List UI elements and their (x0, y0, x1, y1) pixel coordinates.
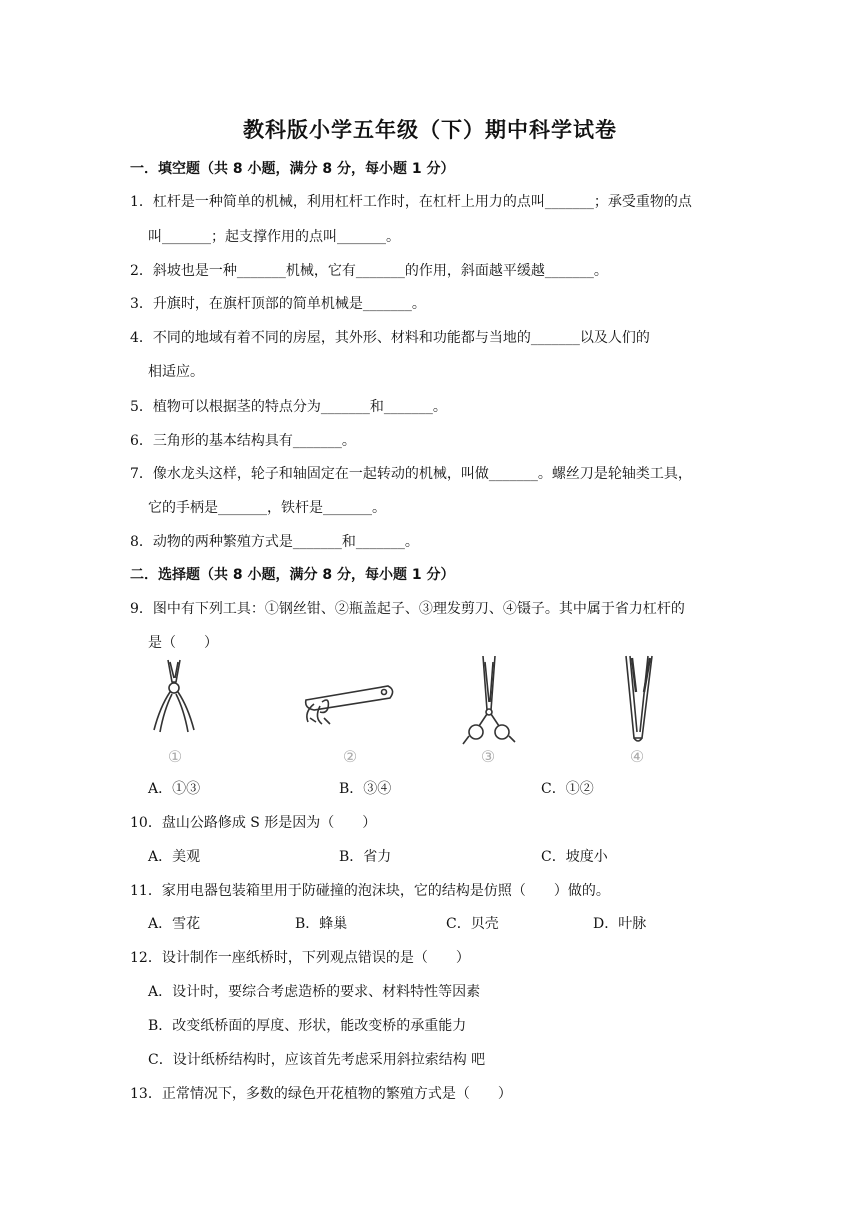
page-title: 教科版小学五年级（下）期中科学试卷 (243, 118, 617, 142)
q9-option-a: A．①③ (148, 781, 201, 797)
question-5: 5．植物可以根据茎的特点分为_______和_______。 (130, 399, 447, 415)
question-10: 10．盘山公路修成 S 形是因为（ ） (130, 815, 377, 831)
question-4-line-2: 相适应。 (148, 364, 204, 380)
question-7-line-2: 它的手柄是_______，铁杆是_______。 (148, 500, 386, 516)
figure-label-2: ② (342, 747, 358, 766)
question-12: 12．设计制作一座纸桥时，下列观点错误的是（ ） (130, 950, 470, 966)
scissors-figure (443, 652, 533, 764)
q11-option-b: B．蜂巢 (295, 916, 348, 932)
question-7-line-1: 7．像水龙头这样，轮子和轴固定在一起转动的机械，叫做_______。螺丝刀是轮轴类工具， (130, 466, 692, 482)
q11-option-d: D．叶脉 (593, 916, 647, 932)
question-6: 6．三角形的基本结构具有_______。 (130, 433, 356, 449)
figure-label-1: ① (167, 747, 183, 766)
q11-option-a: A．雪花 (148, 916, 201, 932)
q9-option-c: C．①② (541, 781, 594, 797)
question-8: 8．动物的两种繁殖方式是_______和_______。 (130, 534, 419, 550)
question-2: 2．斜坡也是一种_______机械，它有_______的作用，斜面越平缓越_______。 (130, 263, 608, 279)
q11-option-c: C．贝壳 (446, 916, 499, 932)
q10-option-a: A．美观 (148, 849, 201, 865)
question-3: 3．升旗时，在旗杆顶部的简单机械是_______。 (130, 296, 426, 312)
pliers-figure (130, 652, 220, 764)
question-9-line-2: 是（ ） (148, 635, 218, 651)
q12-option-b: B．改变纸桥面的厚度、形状，能改变桥的承重能力 (148, 1018, 467, 1034)
q9-option-b: B．③④ (339, 781, 392, 797)
figure-label-3: ③ (480, 747, 496, 766)
question-1-line-2: 叫_______；起支撑作用的点叫_______。 (148, 229, 400, 245)
question-11: 11．家用电器包装箱里用于防碰撞的泡沫块，它的结构是仿照（ ）做的。 (130, 883, 610, 899)
q12-option-c: C．设计纸桥结构时，应该首先考虑采用斜拉索结构 吧 (148, 1052, 486, 1068)
tweezers-figure (592, 652, 682, 764)
q10-option-b: B．省力 (339, 849, 392, 865)
question-1-line-1: 1．杠杆是一种简单的机械，利用杠杆工作时，在杠杆上用力的点叫_______；承受重物的点 (130, 194, 692, 210)
q12-option-a: A．设计时，要综合考虑造桥的要求、材料特性等因素 (148, 984, 481, 1000)
question-4-line-1: 4．不同的地域有着不同的房屋，其外形、材料和功能都与当地的_______以及人们的 (130, 330, 650, 346)
question-9-line-1: 9．图中有下列工具：①钢丝钳、②瓶盖起子、③理发剪刀、④镊子。其中属于省力杠杆的 (130, 601, 685, 617)
section-fill-blank: 一．填空题（共 8 小题，满分 8 分，每小题 1 分） (130, 161, 455, 177)
question-13: 13．正常情况下，多数的绿色开花植物的繁殖方式是（ ） (130, 1086, 512, 1102)
figure-label-4: ④ (629, 747, 645, 766)
section-multiple-choice: 二．选择题（共 8 小题，满分 8 分，每小题 1 分） (130, 567, 455, 583)
q10-option-c: C．坡度小 (541, 849, 608, 865)
bottle-opener-figure (300, 652, 400, 764)
